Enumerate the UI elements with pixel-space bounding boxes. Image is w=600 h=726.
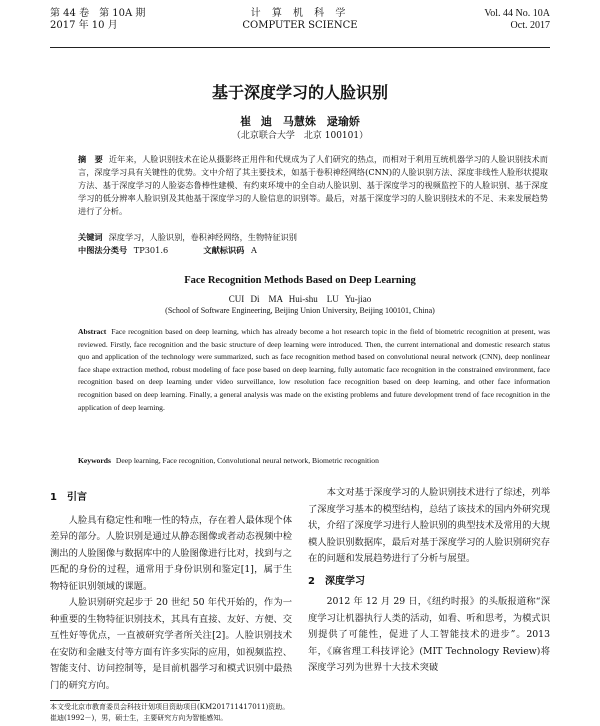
clc-label: 中图法分类号 bbox=[78, 245, 128, 255]
abstract-cn-text: 近年来，人脸识别技术在论从摄影终正用件和代规成为了人们研究的热点，而相对于利用互统机器学习的人脸识别技术而言，深度学习具有关键性的优势。文中介绍了其主要技术，如基于卷积神经网络(CNN)的人脸识别方法、深度非线性人脸形状提取方法、基于深度学习的人脸姿态鲁棒性建模、有约束环境中的全自动人脸识别、基于深度学习的视频监控下的人脸识别、基于深度学习的低分辨率人脸识别及其他基于深度学习的人脸信息的识别等。最后，对基于深度学习的人脸识别技术的不足、未来发展趋势进行了分析。 bbox=[78, 154, 548, 216]
section-title: 深度学习 bbox=[324, 575, 365, 587]
footnote bbox=[50, 702, 550, 724]
affiliation-cn: （北京联合大学 北京 100101） bbox=[231, 131, 369, 141]
body-column-right bbox=[308, 485, 550, 677]
abstract-cn bbox=[78, 153, 548, 218]
paper-title-en: Face Recognition Methods Based on Deep Learning bbox=[184, 275, 416, 286]
section-title: 引言 bbox=[66, 492, 87, 503]
publication-date-en: Oct. 2017 bbox=[510, 20, 550, 31]
body-column-left bbox=[50, 490, 292, 694]
keywords-en-text: Deep learning, Face recognition, Convolutional neural network, Biometric recognition bbox=[115, 456, 379, 465]
section-heading-1 bbox=[50, 490, 292, 507]
running-header bbox=[50, 8, 550, 46]
footnote-rule bbox=[50, 700, 200, 701]
paper-title-cn: 基于深度学习的人脸识别 bbox=[211, 83, 388, 102]
doc-code-value: A bbox=[250, 245, 257, 255]
header-right bbox=[484, 8, 550, 32]
paragraph: 人脸具有稳定性和唯一性的特点，存在着人最体现个体差异的部分。人脸识别是通过从静态图像或者动态视频中检测出的人脸图像与数据库中的人脸图像进行比对，找到与之匹配的身份的过程，通常用于身份识别和鉴定[1]，属于生物特征识别领域的课题。 bbox=[50, 514, 292, 592]
paragraph: 2012 年 12 月 29 日，《纽约时报》的头版报道称“深度学习让机器执行人类的活动，如看、听和思考，为模式识别提供了可能性，促进了人工智能技术的进步”。2013 年，《麻省理工科技评论》(MIT Technology Review)将深度学习列为世界十大技术突破 bbox=[308, 596, 550, 673]
section-heading-2 bbox=[308, 574, 550, 591]
authors-en: CUI Di MA Hui-shu LU Yu-jiao bbox=[228, 294, 372, 304]
abstract-en-label: Abstract bbox=[78, 327, 107, 336]
abstract-cn-label: 摘 要 bbox=[78, 154, 103, 164]
paragraph: 人脸识别研究起步于 20 世纪 50 年代开始的，作为一种重要的生物特征识别技术，其具有直接、友好、方便、交互性好等优点，一直被研究学者所关注[2]。人脸识别技术在安防和金融支付等方面有许多实际的应用，如视频监控、智能支付、访问控制等，是目前机器学习和模式识别中最热门的研究方向。 bbox=[50, 597, 292, 691]
funding-note: 本文受北京市教育委员会科技计划项目资助项目(KM201711417011)资助。 bbox=[50, 703, 290, 711]
abstract-en bbox=[78, 326, 550, 414]
authors-cn: 崔 迪 马慧姝 逯瑜娇 bbox=[240, 115, 360, 128]
volume-issue-en: Vol. 44 No. 10A bbox=[484, 8, 550, 19]
journal-name-cn: 计 算 机 科 学 bbox=[250, 8, 350, 19]
keywords-cn bbox=[78, 231, 548, 244]
journal-name-en: COMPUTER SCIENCE bbox=[242, 20, 358, 31]
clc-value: TP301.6 bbox=[133, 245, 169, 255]
publication-date-cn: 2017 年 10 月 bbox=[50, 20, 118, 31]
paragraph: 本文对基于深度学习的人脸识别技术进行了综述，列举了深度学习基本的模型结构，总结了该技术的国内外研究现状，介绍了深度学习进行人脸识别的典型技术及常用的大规模人脸识别数据库，最后对基于深度学习的人脸识别研究存在的问题和发展趋势进行了分析与展望。 bbox=[308, 487, 550, 564]
keywords-en bbox=[78, 455, 550, 467]
keywords-cn-label: 关键词 bbox=[78, 232, 103, 242]
section-number: 2 bbox=[308, 575, 315, 587]
affiliation-en: (School of Software Engineering, Beijing Union University, Beijing 100101, China) bbox=[165, 306, 435, 315]
section-number: 1 bbox=[50, 492, 57, 503]
keywords-en-label: Keywords bbox=[78, 456, 111, 465]
volume-issue: 第 44 卷 第 10A 期 bbox=[50, 8, 146, 19]
keywords-cn-text: 深度学习，人脸识别，卷积神经网络，生物特征识别 bbox=[108, 232, 297, 242]
abstract-en-text: Face recognition based on deep learning, which has already become a hot research topic in the field of biometric recognition at present, was reviewed. Firstly, face recognition and the basic structure of deep learning were introduced. Then, the current international and domestic research status quo and application of the technology were summarized, such as face recognition method based on convolutional neural network (CNN), deep nonlinear face shape extraction method, robust modeling of face pose based on deep learning, fully automatic face recognition in the constrained environment, face recognition based on deep learning under video surveillance, low resolution face recognition based on deep learning, and other face information recognition based on deep learning. Finally, a general analysis was made on the existing problems and future development trend of face recognition in the application of deep learning. bbox=[78, 327, 550, 412]
author-bio: 崔迪(1992－)，男，硕士生，主要研究方向为智能感知。 bbox=[50, 714, 228, 722]
header-center bbox=[50, 8, 550, 32]
header-rule bbox=[50, 47, 550, 48]
classification-line bbox=[78, 244, 548, 257]
doc-code-label: 文献标识码 bbox=[203, 245, 245, 255]
